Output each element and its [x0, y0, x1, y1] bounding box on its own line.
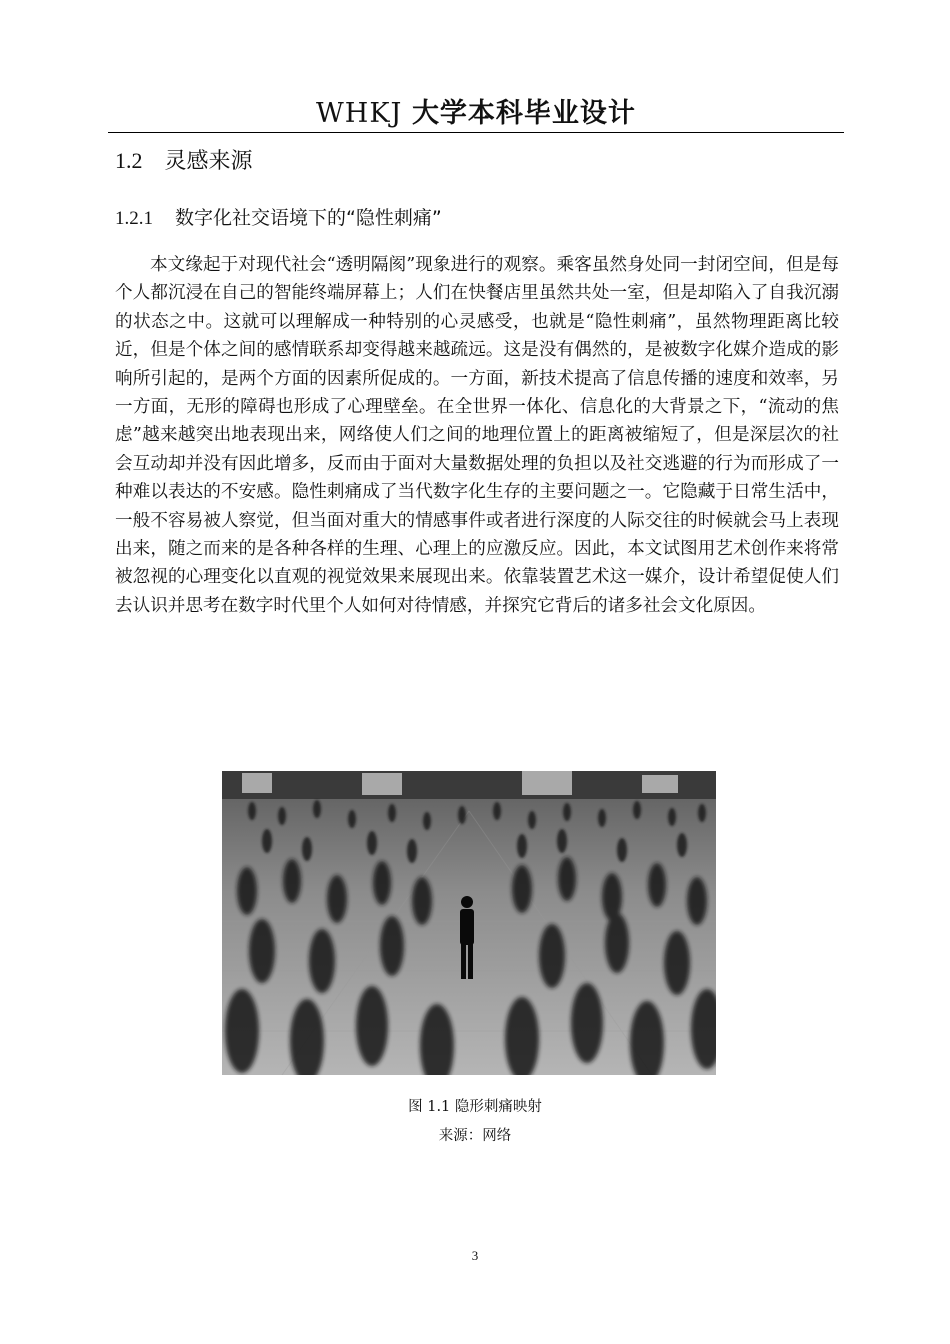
figure-caption: 图 1.1 隐形刺痛映射: [408, 1099, 542, 1115]
section-heading: [115, 146, 253, 177]
page-number: 3: [471, 1248, 479, 1263]
subsection-title: 数字化社交语境下的“隐性刺痛”: [175, 207, 442, 229]
header-title-text: 大学本科毕业设计: [411, 98, 636, 129]
subsection-number: 1.2.1: [115, 208, 153, 229]
body-paragraph: 本文缘起于对现代社会“透明隔阂”现象进行的观察。乘客虽然身处同一封闭空间，但是每个人都沉浸在自己的智能终端屏幕上；人们在快餐店里虽然共处一室，但是却陷入了自我沉溺的状态之中。这就可以理解成一种特别的心灵感受，也就是“隐性刺痛”，虽然物理距离比较近，但是个体之间的感情联系却变得越来越疏远。这是没有偶然的，是被数字化媒介造成的影响所引起的，是两个方面的因素所促成的。一方面，新技术提高了信息传播的速度和效率，另一方面，无形的障碍也形成了心理壁垒。在全世界一体化、信息化的大背景之下，“流动的焦虑”越来越突出地表现出来，网络使人们之间的地理位置上的距离被缩短了，但是深层次的社会互动却并没有因此增多，反而由于面对大量数据处理的负担以及社交逃避的行为而形成了一种难以表达的不安感。隐性刺痛成了当代数字化生存的主要问题之一。它隐藏于日常生活中，一般不容易被人察觉，但当面对重大的情感事件或者进行深度的人际交往的时候就会马上表现出来，随之而来的是各种各样的生理、心理上的应激反应。因此，本文试图用艺术创作来将常被忽视的心理变化以直观的视觉效果来展现出来。依靠装置艺术这一媒介，设计希望促使人们去认识并思考在数字时代里个人如何对待情感，并探究它背后的诸多社会文化原因。: [115, 255, 839, 616]
page-header: [108, 96, 844, 133]
header-brand: WHKJ: [316, 98, 403, 129]
subsection-heading: [115, 205, 442, 232]
header-title: [316, 96, 636, 132]
section-title: 灵感来源: [164, 149, 253, 174]
crowd-photo: [222, 771, 716, 1075]
section-number: 1.2: [115, 148, 143, 173]
figure-source: 来源：网络: [438, 1128, 512, 1144]
